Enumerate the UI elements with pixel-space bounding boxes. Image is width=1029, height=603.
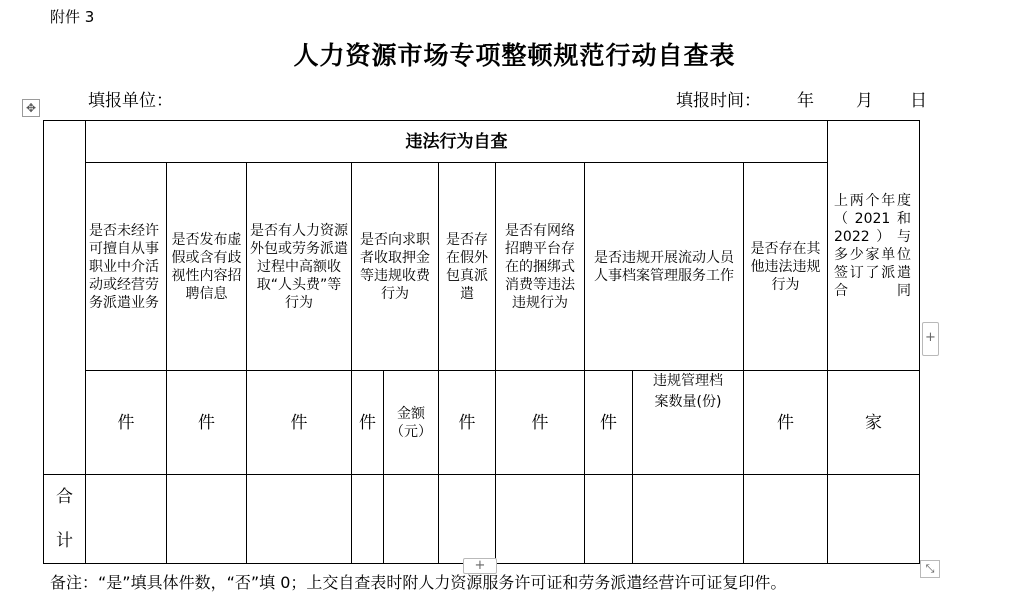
total-cell-9[interactable]: [828, 475, 920, 564]
self-check-table: [43, 120, 920, 564]
unit-cell-7-files: 违规管理档案数量(份): [633, 371, 744, 475]
time-label: 填报时间：: [676, 91, 761, 111]
unit-cell-4-count: 件: [352, 371, 384, 475]
unit-cell-7-count: 件: [585, 371, 633, 475]
total-cell-7-files[interactable]: [633, 475, 744, 564]
unit-cell-2: 件: [167, 371, 247, 475]
total-cell-1[interactable]: [86, 475, 167, 564]
total-row-label: [44, 475, 86, 564]
total-cell-2[interactable]: [167, 475, 247, 564]
page-title: 人力资源市场专项整顿规范行动自查表: [293, 41, 736, 70]
col-header-fake-outsourcing: 是否存在假外包真派遣: [439, 163, 496, 371]
col-header-false-ads: 是否发布虚假或含有歧视性内容招聘信息: [167, 163, 247, 371]
unit-label: 填报单位：: [88, 91, 173, 111]
total-cell-6[interactable]: [496, 475, 585, 564]
unit-cell-9: 家: [828, 371, 920, 475]
footnote: 备注：“是”填具体件数，“否”填 0；上交自查表时附人力资源服务许可证和劳务派遣经营许可证复印件。: [50, 573, 787, 592]
total-cell-4-count[interactable]: [352, 475, 384, 564]
col-header-head-fee: 是否有人力资源外包或劳务派遣过程中高额收取“人头费”等行为: [247, 163, 352, 371]
table-resize-handle[interactable]: ⤡: [920, 560, 940, 578]
unit-cell-1: 件: [86, 371, 167, 475]
unit-cell-8: 件: [744, 371, 828, 475]
total-label-ji: 计: [56, 531, 73, 551]
total-cell-3[interactable]: [247, 475, 352, 564]
table-move-handle[interactable]: ✥: [22, 99, 40, 117]
month-label: 月: [856, 91, 873, 111]
unit-cell-3: 件: [247, 371, 352, 475]
add-row-button[interactable]: +: [463, 558, 497, 574]
col-header-archives: 是否违规开展流动人员人事档案管理服务工作: [585, 163, 744, 371]
total-cell-4-amount[interactable]: [384, 475, 439, 564]
total-label-he: 合: [56, 487, 73, 507]
col-header-deposit: 是否向求职者收取押金等违规收费行为: [352, 163, 439, 371]
year-label: 年: [797, 91, 814, 111]
total-cell-7-count[interactable]: [585, 475, 633, 564]
unit-cell-4-amount: 金额（元）: [384, 371, 439, 475]
col-header-contracts: 上两个年度（2021和2022）与多少家单位签订了派遣合同: [828, 121, 920, 371]
unit-cell-6: 件: [496, 371, 585, 475]
total-cell-5[interactable]: [439, 475, 496, 564]
group-header: 违法行为自查: [86, 121, 828, 163]
corner-cell: [44, 121, 86, 475]
unit-cell-5: 件: [439, 371, 496, 475]
day-label: 日: [910, 91, 927, 111]
total-cell-8[interactable]: [744, 475, 828, 564]
col-header-other: 是否存在其他违法违规行为: [744, 163, 828, 371]
col-header-platform-bundling: 是否有网络招聘平台存在的捆绑式消费等违法违规行为: [496, 163, 585, 371]
attachment-label: 附件 3: [50, 8, 95, 26]
col-header-unlicensed: 是否未经许可擅自从事职业中介活动或经营劳务派遣业务: [86, 163, 167, 371]
add-column-button[interactable]: +: [922, 322, 939, 356]
